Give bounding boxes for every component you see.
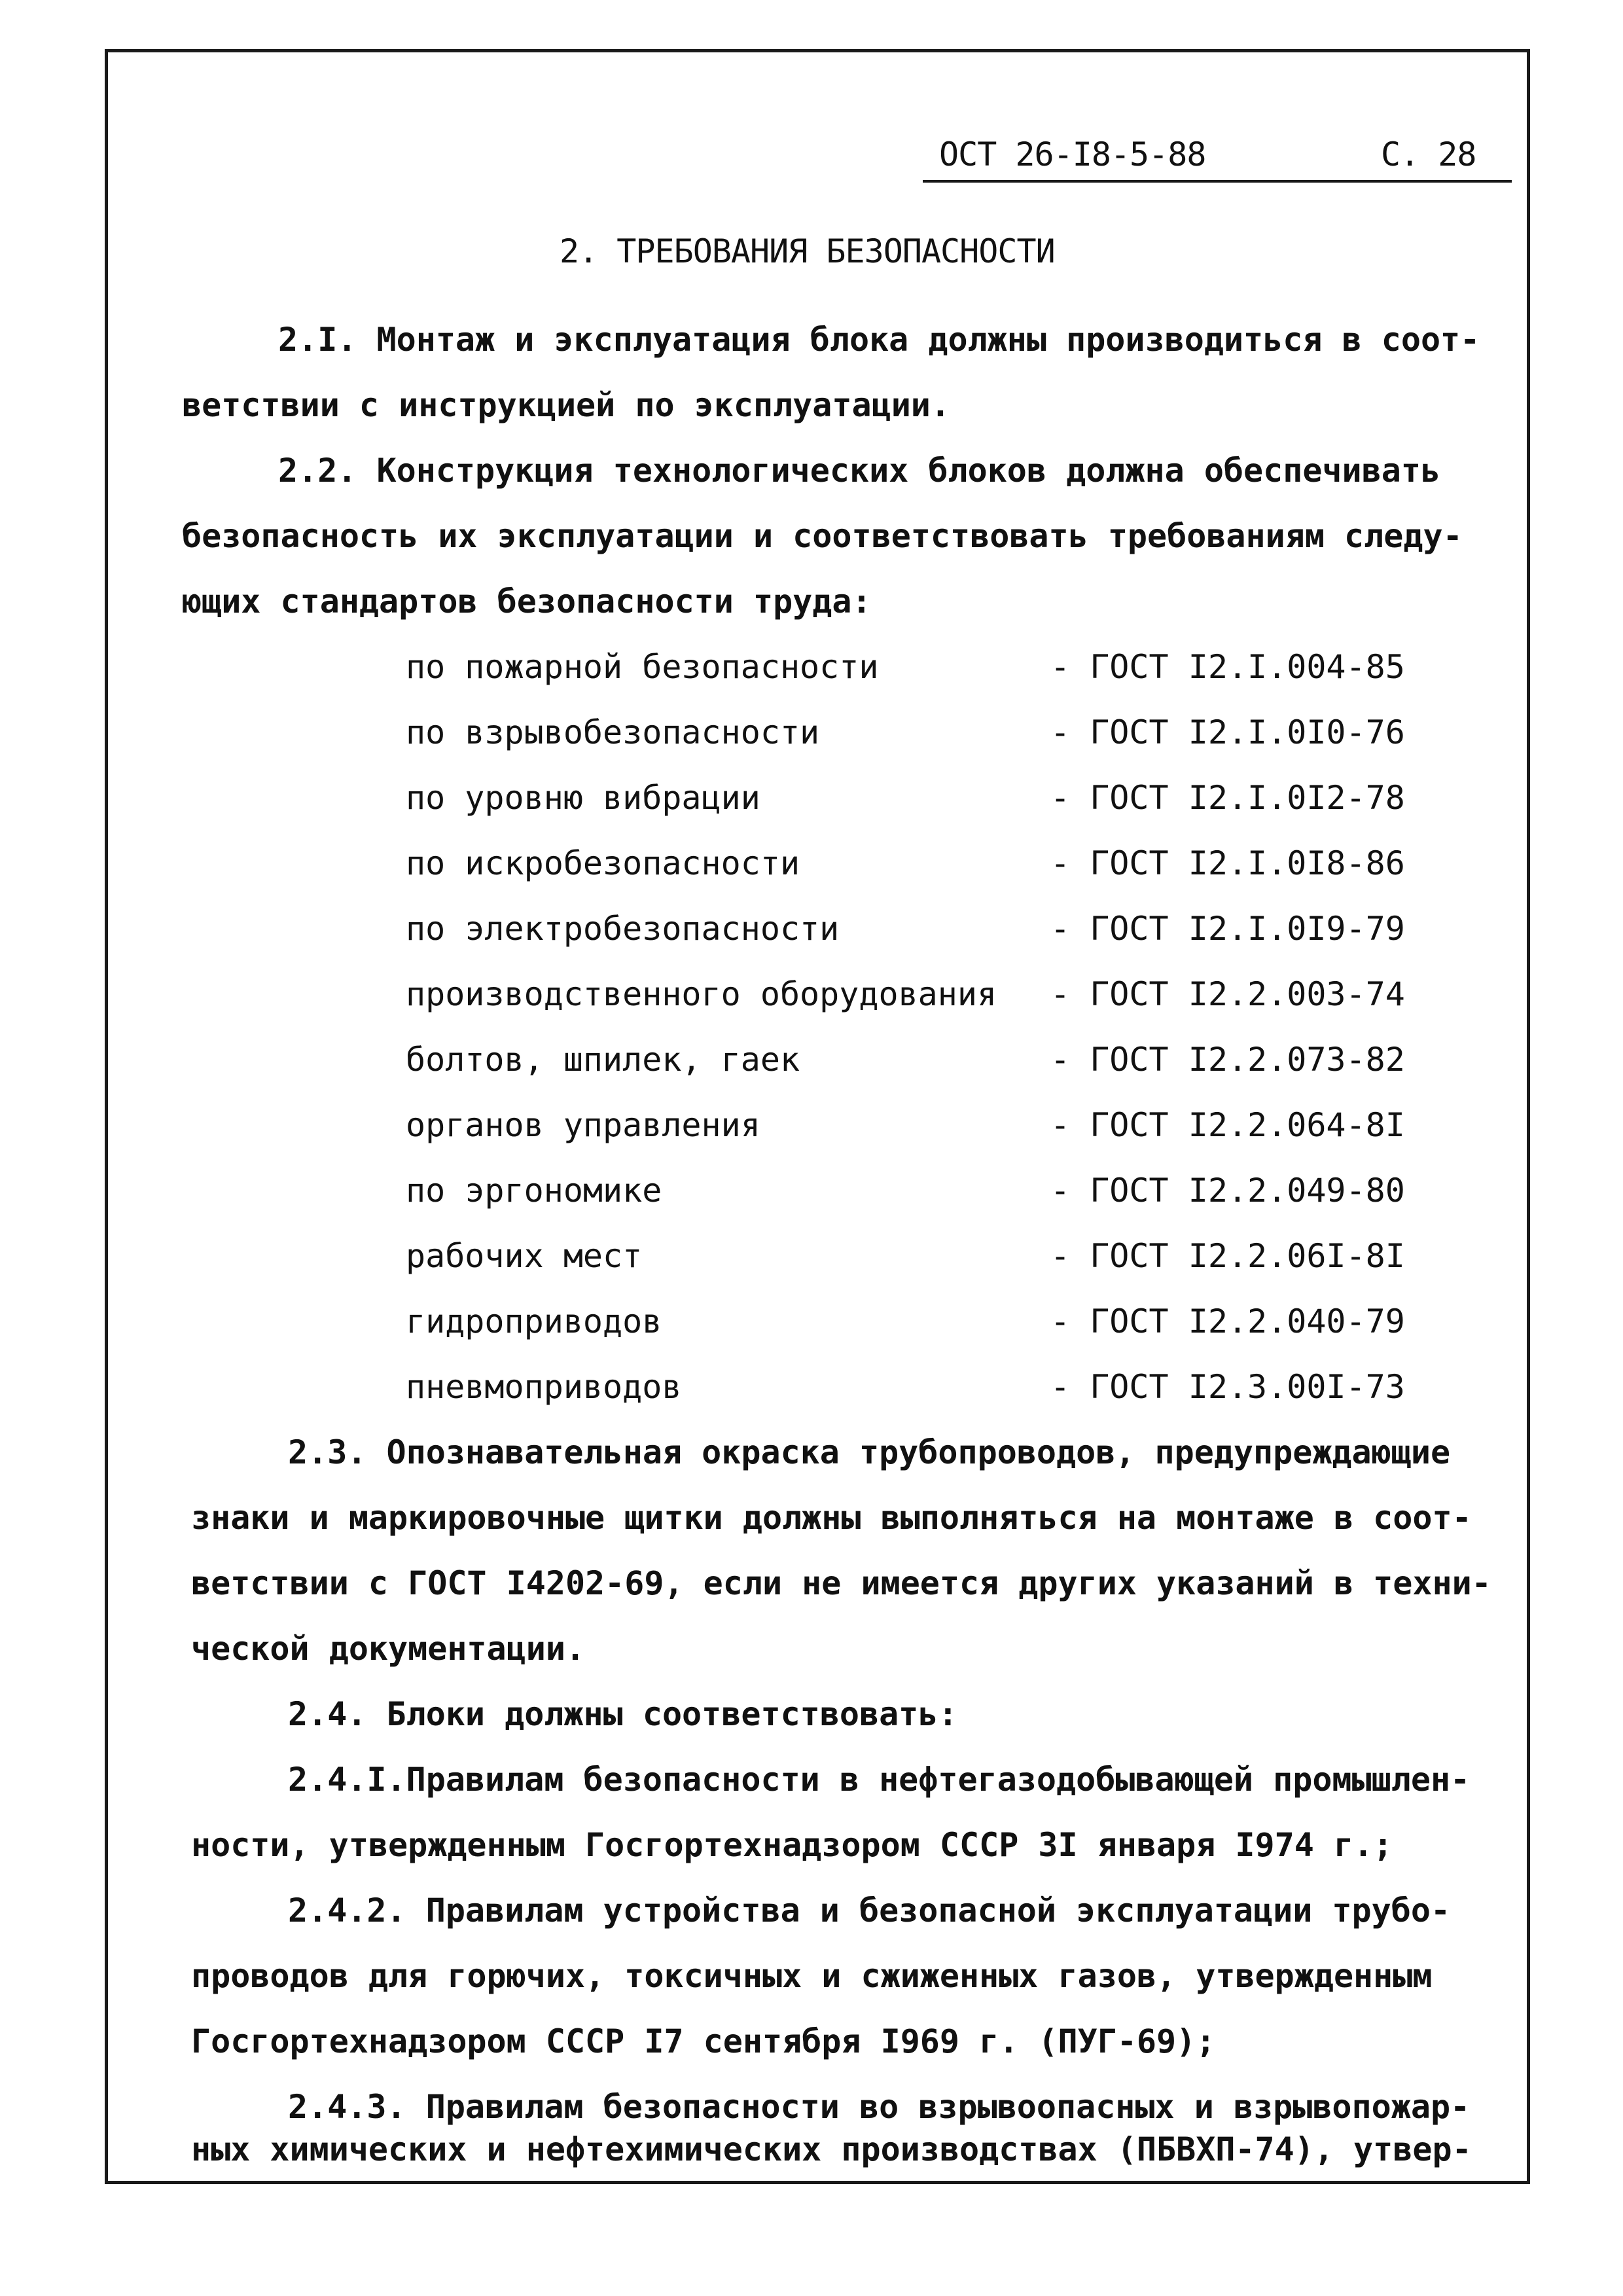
paragraph-line: ющих стандартов безопасности труда: xyxy=(182,583,872,620)
paragraph-line: 2.4. Блоки должны соответствовать: xyxy=(288,1695,958,1733)
paragraph-line: ветствии с инструкцией по эксплуатации. xyxy=(182,386,950,424)
standard-code: - ГОСТ I2.2.06I-8I xyxy=(1050,1237,1405,1275)
standard-name: пневмоприводов xyxy=(406,1368,682,1406)
paragraph-line: 2.4.3. Правилам безопасности во взрывоопасных и взрывопожар- xyxy=(288,2088,1471,2126)
paragraph-line: знаки и маркировочные щитки должны выполняться на монтаже в соот- xyxy=(191,1499,1472,1537)
standard-code: - ГОСТ I2.I.0I8-86 xyxy=(1050,844,1405,882)
paragraph-line: безопасность их эксплуатации и соответствовать требованиям следу- xyxy=(182,517,1463,555)
standard-code: - ГОСТ I2.2.064-8I xyxy=(1050,1106,1405,1144)
paragraph-line: проводов для горючих, токсичных и сжиженных газов, утвержденным xyxy=(191,1957,1433,1995)
paragraph-line: 2.4.I.Правилам безопасности в нефтегазодобывающей промышлен- xyxy=(288,1761,1471,1799)
standard-code: - ГОСТ I2.2.049-80 xyxy=(1050,1172,1405,1210)
document-code: ОСТ 26-I8-5-88 xyxy=(939,135,1206,173)
paragraph-line: ности, утвержденным Госгортехнадзором СССР 3I января I974 г.; xyxy=(191,1826,1393,1864)
paragraph-line: 2.2. Конструкция технологических блоков должна обеспечивать xyxy=(278,452,1441,490)
standard-code: - ГОСТ I2.I.0I0-76 xyxy=(1050,713,1405,751)
paragraph-line: 2.I. Монтаж и эксплуатация блока должны производиться в соот- xyxy=(278,321,1480,359)
standard-name: по взрывобезопасности xyxy=(406,713,820,751)
standard-name: по уровню вибрации xyxy=(406,779,760,817)
standard-name: по пожарной безопасности xyxy=(406,648,879,686)
standard-name: болтов, шпилек, гаек xyxy=(406,1041,800,1079)
standard-code: - ГОСТ I2.I.004-85 xyxy=(1050,648,1405,686)
standard-code: - ГОСТ I2.2.003-74 xyxy=(1050,975,1405,1013)
standard-code: - ГОСТ I2.2.073-82 xyxy=(1050,1041,1405,1079)
standard-code: - ГОСТ I2.3.00I-73 xyxy=(1050,1368,1405,1406)
page-header xyxy=(923,128,1512,183)
standard-name: производственного оборудования xyxy=(406,975,997,1013)
standard-name: по искробезопасности xyxy=(406,844,800,882)
standard-name: по электробезопасности xyxy=(406,910,840,948)
paragraph-line: 2.3. Опознавательная окраска трубопроводов, предупреждающие xyxy=(288,1433,1451,1471)
standard-code: - ГОСТ I2.I.0I2-78 xyxy=(1050,779,1405,817)
paragraph-line: ных химических и нефтехимических производствах (ПБВХП-74), утвер- xyxy=(191,2130,1472,2168)
standard-name: рабочих мест xyxy=(406,1237,643,1275)
standard-name: по эргономике xyxy=(406,1172,662,1210)
paragraph-line: ческой документации. xyxy=(191,1630,586,1668)
standard-code: - ГОСТ I2.I.0I9-79 xyxy=(1050,910,1405,948)
paragraph-line: ветствии с ГОСТ I4202-69, если не имеется других указаний в техни- xyxy=(191,1564,1491,1602)
paragraph-line: 2.4.2. Правилам устройства и безопасной эксплуатации трубо- xyxy=(288,1892,1451,1929)
standard-name: органов управления xyxy=(406,1106,760,1144)
page-number: С. 28 xyxy=(1381,135,1476,173)
paragraph-line: Госгортехнадзором СССР I7 сентября I969 г. (ПУГ-69); xyxy=(191,2022,1216,2060)
standard-name: гидроприводов xyxy=(406,1302,662,1340)
standard-code: - ГОСТ I2.2.040-79 xyxy=(1050,1302,1405,1340)
section-title: 2. ТРЕБОВАНИЯ БЕЗОПАСНОСТИ xyxy=(560,232,1055,270)
